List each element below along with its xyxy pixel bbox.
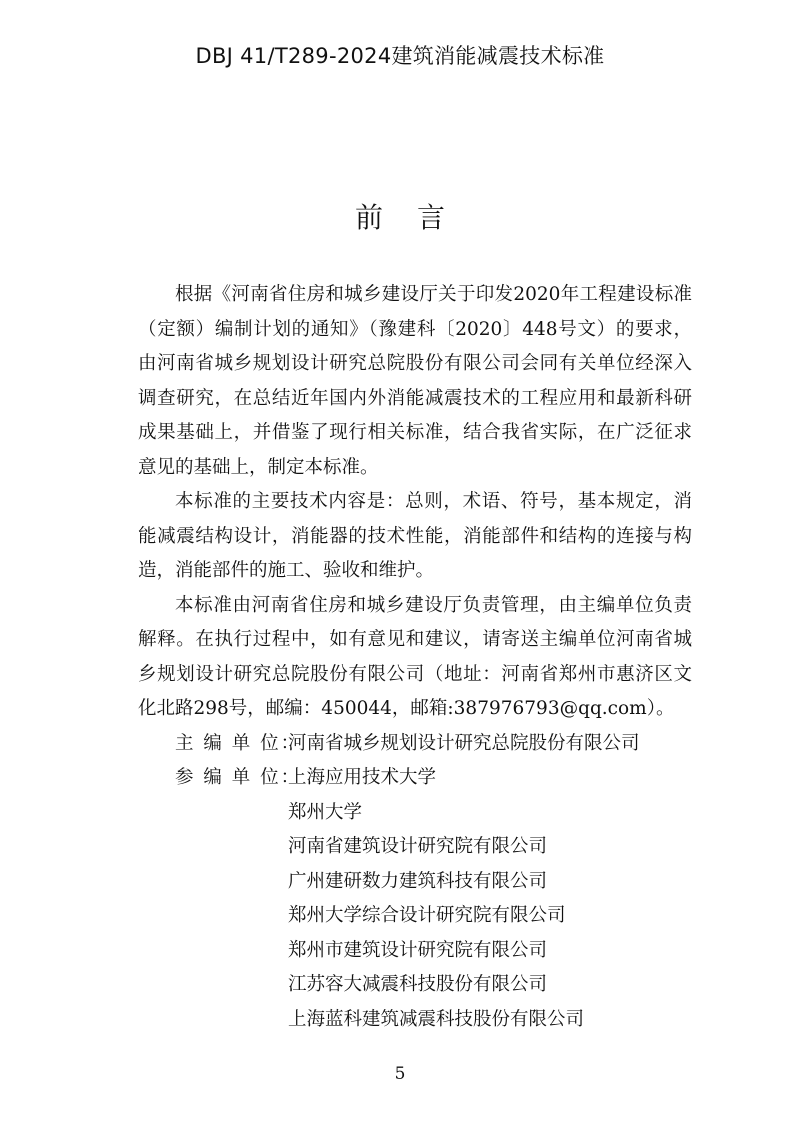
participating-unit-name: 江苏容大减震科技股份有限公司 xyxy=(288,974,548,995)
participating-unit-name: 郑州大学综合设计研究院有限公司 xyxy=(288,905,566,926)
page-number: 5 xyxy=(394,1064,406,1084)
participating-unit-name: 郑州大学 xyxy=(288,801,363,823)
chief-unit-label: 主 编 单 位： xyxy=(175,732,302,754)
paragraph-management: 本标准由河南省住房和城乡建设厅负责管理，由主编单位负责解释。在执行过程中，如有意见和建议，请寄送主编单位河南省城乡规划设计研究总院股份有限公司（地址：河南省郑州市惠济区文化北路298号，邮编：450044，邮箱:387976793@qq.com）。 xyxy=(138,594,692,719)
participating-unit-name: 上海应用技术大学 xyxy=(288,767,437,788)
section-title: 前言 xyxy=(354,201,479,234)
paragraph-main-contents: 本标准的主要技术内容是：总则，术语、符号，基本规定，消能减震结构设计，消能器的技术性能，消能部件和结构的连接与构造，消能部件的施工、验收和维护。 xyxy=(138,491,692,581)
paragraph-compilation-basis: 根据《河南省住房和城乡建设厅关于印发2020年工程建设标准（定额）编制计划的通知》（豫建科〔2020〕448号文）的要求，由河南省城乡规划设计研究总院股份有限公司会同有关单位经深入调查研究，在总结近年国内外消能减震技术的工程应用和最新科研成果基础上，并借鉴了现行相关标准，结合我省实际，在广泛征求意见的基础上，制定本标准。 xyxy=(138,284,692,478)
participating-unit-name: 河南省建筑设计研究院有限公司 xyxy=(288,836,548,857)
preface-body xyxy=(138,278,692,1037)
participating-unit-label: 参 编 单 位： xyxy=(175,767,302,788)
participating-unit-name: 郑州市建筑设计研究院有限公司 xyxy=(288,939,548,961)
participating-unit-line xyxy=(138,761,692,796)
running-header: DBJ 41/T289-2024建筑消能减震技术标准 xyxy=(195,44,605,68)
chief-unit-line xyxy=(138,727,692,762)
participating-unit-name: 上海蓝科建筑减震科技股份有限公司 xyxy=(288,1008,585,1030)
participating-unit-name: 广州建研数力建筑科技有限公司 xyxy=(288,870,548,892)
chief-unit-name: 河南省城乡规划设计研究总院股份有限公司 xyxy=(288,732,640,754)
